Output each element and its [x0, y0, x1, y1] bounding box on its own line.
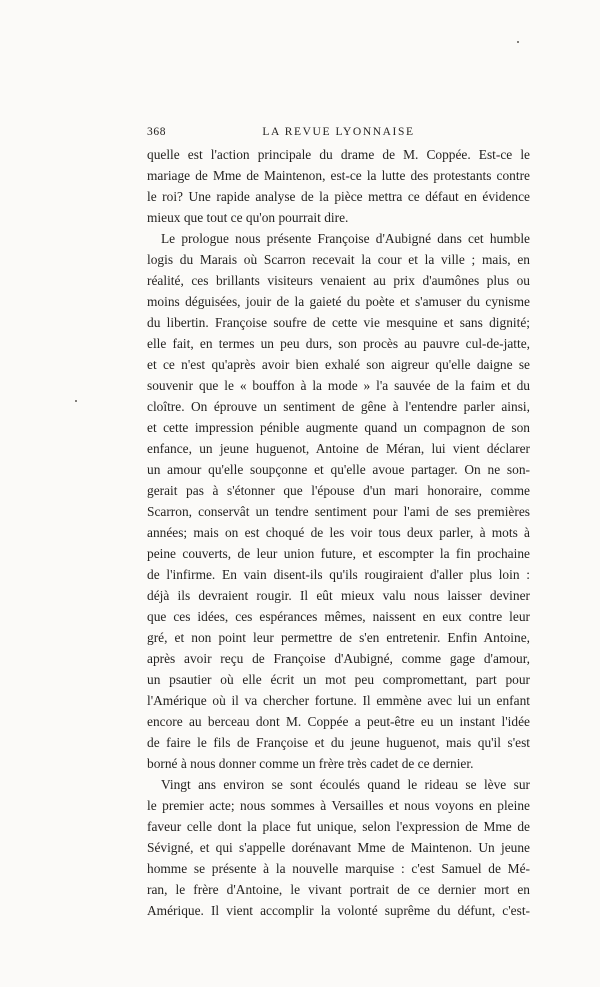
- text-line: l'Amérique où il va chercher fortune. Il emmène avec lui un enfant: [147, 693, 530, 708]
- text-line: et cette impression pénible augmente quand un compagnon de son: [147, 420, 530, 435]
- text-line: le roi? Une rapide analyse de la pièce mettra ce défaut en évidence: [147, 189, 530, 204]
- text-line: cloître. On éprouve un sentiment de gêne à l'entendre parler ainsi,: [147, 399, 530, 414]
- text-line: Le prologue nous présente Françoise d'Aubigné dans cet humble: [161, 231, 530, 246]
- ink-speck: [75, 400, 77, 402]
- text-line: borné à nous donner comme un frère très cadet de ce dernier.: [147, 756, 474, 771]
- text-line: de l'infirme. En vain disent-ils qu'ils rougiraient d'aller plus loin :: [147, 567, 530, 582]
- text-line: enfance, un jeune huguenot, Antoine de Méran, lui vient déclarer: [147, 441, 530, 456]
- text-line: après avoir reçu de Françoise d'Aubigné, comme gage d'amour,: [147, 651, 530, 666]
- text-line: que ces idées, ces espérances mêmes, naissent en eux contre leur: [147, 609, 530, 624]
- body-text: [147, 144, 530, 921]
- running-head: [147, 126, 530, 144]
- text-line: elle fait, en termes un peu durs, son procès au pauvre cul-de-jatte,: [147, 336, 530, 351]
- text-line: encore au berceau dont M. Coppée a peut-être eu un instant l'idée: [147, 714, 530, 729]
- text-line: Sévigné, et qui s'appelle dorénavant Mme de Maintenon. Un jeune: [147, 840, 530, 855]
- text-line: Amérique. Il vient accomplir la volonté suprême du défunt, c'est-: [147, 903, 530, 918]
- text-line: mariage de Mme de Maintenon, est-ce la lutte des protestants contre: [147, 168, 530, 183]
- text-line: gré, et non point leur permettre de s'en entretenir. Enfin Antoine,: [147, 630, 530, 645]
- text-line: gerait pas à s'étonner que l'épouse d'un mari honoraire, comme: [147, 483, 530, 498]
- text-line: homme se présente à la nouvelle marquise : c'est Samuel de Mé-: [147, 861, 530, 876]
- text-line: un amour qu'elle soupçonne et qu'elle avoue partager. On ne son-: [147, 462, 530, 477]
- text-line: moins déguisées, jouir de la gaieté du poète et s'amuser du cynisme: [147, 294, 530, 309]
- text-line: logis du Marais où Scarron recevait la cour et la ville ; mais, en: [147, 252, 530, 267]
- text-line: mieux que tout ce qu'on pourrait dire.: [147, 210, 349, 225]
- text-line: et ce n'est qu'après avoir bien exhalé son aigreur qu'elle daigne se: [147, 357, 530, 372]
- text-line: réalité, ces brillants visiteurs venaient au prix d'aumônes plus ou: [147, 273, 530, 288]
- text-line: Scarron, conservât un tendre sentiment pour l'ami de ses premières: [147, 504, 530, 519]
- text-line: de faire le fils de Françoise et du jeune huguenot, mais qu'il s'est: [147, 735, 530, 750]
- journal-title: LA REVUE LYONNAISE: [262, 126, 415, 138]
- text-line: quelle est l'action principale du drame de M. Coppée. Est-ce le: [147, 147, 530, 162]
- text-line: ran, le frère d'Antoine, le vivant portrait de ce dernier mort en: [147, 882, 530, 897]
- text-line: peine couverts, de leur union future, et escompter la fin prochaine: [147, 546, 530, 561]
- page-number: 368: [147, 126, 167, 138]
- text-line: déjà ils devraient rougir. Il eût mieux valu nous laisser deviner: [147, 588, 530, 603]
- text-line: du libertin. Françoise soufre de cette vie mesquine et sans dignité;: [147, 315, 530, 330]
- text-line: un psautier où elle écrit un mot peu compromettant, part pour: [147, 672, 530, 687]
- ink-speck: [517, 41, 519, 43]
- text-line: années; mais on est choqué de les voir tous deux parler, à mots à: [147, 525, 530, 540]
- text-line: faveur celle dont la place fut unique, selon l'expression de Mme de: [147, 819, 530, 834]
- text-line: souvenir que le « bouffon à la mode » l'a sauvée de la faim et du: [147, 378, 530, 393]
- text-line: Vingt ans environ se sont écoulés quand le rideau se lève sur: [161, 777, 530, 792]
- text-line: le premier acte; nous sommes à Versailles et nous voyons en pleine: [147, 798, 530, 813]
